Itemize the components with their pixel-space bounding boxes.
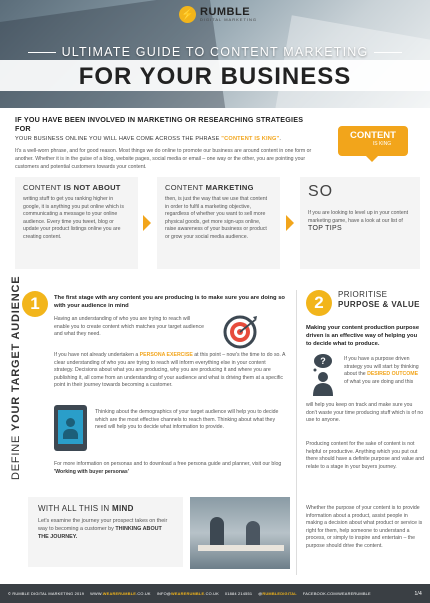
target-icon bbox=[222, 314, 258, 350]
top-tips-label: TOP TIPS bbox=[308, 225, 342, 233]
section-2-paragraph: will help you keep on track and make sure you don't waste your time producing stuff which is of no use to anyone. bbox=[306, 402, 424, 424]
content-marketing-box bbox=[157, 177, 280, 269]
persona-blog-link[interactable]: 'Working with buyer personas' bbox=[54, 468, 130, 475]
section-2-paragraph: If you have a purpose driven strategy you will start by thinking about the DESIRED OUTCOME of what you are doing and this bbox=[344, 356, 419, 385]
footer-website-link[interactable]: WWW.WEARERUMBLE.CO.UK bbox=[90, 591, 151, 596]
footer bbox=[0, 584, 430, 603]
question-person-icon bbox=[306, 352, 340, 396]
chevron-right-icon bbox=[143, 215, 151, 231]
section-2-heading: PRIORITISE PURPOSE & VALUE bbox=[338, 290, 420, 309]
box-title: CONTENT IS NOT ABOUT bbox=[23, 183, 121, 192]
office-photo bbox=[190, 497, 290, 569]
content-is-king-badge: CONTENT IS KING bbox=[338, 126, 408, 156]
section-2-lead: Making your content production purpose driven is an effective way of helping you to decide what to produce. bbox=[306, 325, 420, 347]
intro-section bbox=[15, 115, 315, 171]
column-divider bbox=[296, 290, 297, 575]
page-number: 1/4 bbox=[414, 590, 422, 597]
section-1-paragraph: If you have not already undertaken a PERSONA EXERCISE at this point – now's the time to do so. A clear understanding of who you are trying to reach will inform everything else in your content strategy. Decisions about what you are producing, why you are producing it and where you are publishing it, all come from an understanding of your audience and what is driving them at a specific point in their journey towards becoming a customer. bbox=[54, 352, 286, 389]
step-2-badge: 2 bbox=[306, 290, 332, 316]
box-title: SO bbox=[308, 183, 334, 200]
box-body: Let's examine the journey your prospect takes on their way to becoming a customer by THINKING ABOUT THE JOURNEY. bbox=[38, 518, 168, 540]
lightning-icon: ⚡ bbox=[179, 6, 196, 23]
footer-email-link[interactable]: INFO@WEARERUMBLE.CO.UK bbox=[156, 591, 219, 596]
box-body: then, is just the way that we use that content in order to fulfil a marketing objective, regardless of whether you want to sell more physical goods, get more sign-ups online, raise awareness of your business or product or grow your social media audience. bbox=[165, 196, 268, 240]
step-1-badge: 1 bbox=[22, 291, 48, 317]
mobile-profile-icon bbox=[54, 405, 87, 451]
intro-body: It's a well-worn phrase, and for good reason. Most things we do online to promote our business are around content in one form or another. Whether it is in the guise of a blog, website pages, social media or email – one way or the other, you are pointing your customers and potential customers towards your content. bbox=[15, 148, 312, 170]
section-2-paragraph: Whether the purpose of your content is to provide information about a product, assist people in making a decision about what product or service is right for them, help someone to understand a process, or simply to inspire and entertain – the purpose should drive the content. bbox=[306, 505, 423, 549]
footer-copyright: © RUMBLE DIGITAL MARKETING 2019 bbox=[8, 591, 85, 596]
footer-twitter-link[interactable]: @RUMBLEDIGITAL bbox=[258, 591, 297, 596]
box-title: WITH ALL THIS IN MIND bbox=[38, 504, 134, 513]
footer-phone[interactable]: 01884 214551 bbox=[224, 591, 253, 596]
definition-boxes bbox=[15, 177, 420, 269]
title-rule-right bbox=[374, 52, 402, 53]
speech-pointer-icon bbox=[366, 156, 378, 162]
title-rule-left bbox=[28, 52, 56, 53]
svg-text:?: ? bbox=[320, 356, 326, 366]
footer-facebook-link[interactable]: FACEBOOK.COM/WEARERUMBLE bbox=[302, 591, 371, 596]
box-body: writing stuff to get you ranking higher in google, it is anything you put online which is communicating a message to your online audience. Every time you tweet, blog or update your product listings online you are creating content. bbox=[23, 196, 124, 240]
box-body: If you are looking to level up in your content marketing game, have a look at our list of TOP TIPS bbox=[308, 210, 409, 233]
section-1-paragraph: Having an understanding of who you are trying to reach will enable you to create content which matches your target audience and what they need. bbox=[54, 316, 204, 338]
section-1-lead: The first stage with any content you are producing is to make sure you are doing so with your audience in mind bbox=[54, 295, 285, 309]
section-2-paragraph: Producing content for the sake of content is not helpful or productive. Anything which you put out there should have a definite purpose and value and relate to a stage in your buyers journey. bbox=[306, 441, 424, 470]
section-1-paragraph: For more information on personas and to download a free persona guide and planner, visit our blog 'Working with buyer personas' bbox=[54, 461, 282, 475]
chevron-right-icon bbox=[286, 215, 294, 231]
intro-subheading: YOUR BUSINESS ONLINE YOU WILL HAVE COME ACROSS THE PHRASE "CONTENT IS KING". bbox=[15, 136, 282, 142]
page-supertitle: ULTIMATE GUIDE TO CONTENT MARKETING bbox=[0, 45, 430, 59]
logo-tagline: DIGITAL MARKETING bbox=[200, 17, 258, 22]
so-box bbox=[300, 177, 420, 269]
content-not-about-box bbox=[15, 177, 138, 269]
hero-banner bbox=[0, 0, 430, 108]
page-title: FOR YOUR BUSINESS bbox=[0, 60, 430, 91]
box-title: CONTENT MARKETING bbox=[165, 183, 254, 192]
section-1-heading: DEFINE YOUR TARGET AUDIENCE bbox=[10, 275, 22, 480]
with-all-this-in-mind-box bbox=[28, 497, 183, 567]
rumble-logo[interactable] bbox=[179, 6, 257, 23]
section-1-paragraph: Thinking about the demographics of your target audience will help you to decide which are the most effective channels to reach them. Thinking about what they need will help you to decide what information to provide. bbox=[95, 409, 279, 431]
logo-name: RUMBLE bbox=[200, 6, 251, 18]
intro-heading: IF YOU HAVE BEEN INVOLVED IN MARKETING OR RESEARCHING STRATEGIES FOR bbox=[15, 115, 304, 133]
